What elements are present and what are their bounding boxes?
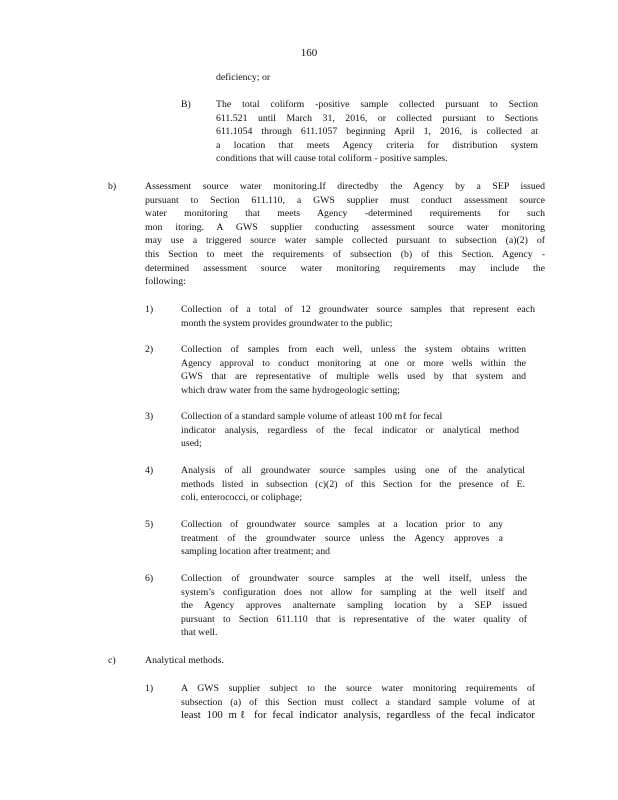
text-line: Analysis of all groundwater source samples using one of the analytical (181, 465, 525, 476)
text-line: A GWS supplier subject to the source water monitoring requirements of (181, 683, 535, 694)
continuation-text (216, 71, 270, 85)
text-line: Collection of groundwater source samples at a location prior to any (181, 519, 503, 530)
page-number: 160 (300, 47, 318, 59)
text-line: least 100 mℓ for fecal indicator analysis, regardless of the fecal indicator (181, 709, 535, 722)
text-line: coli, enterococci, or coliphage; (181, 492, 303, 504)
item-b2-text (181, 343, 526, 397)
text-line: Analytical methods. (145, 655, 224, 666)
text-line: Agency approval to conduct monitoring at one or more wells within the (181, 357, 526, 369)
text-line: used; (181, 438, 202, 450)
section-b-text (145, 180, 545, 289)
text-line: Assessment source water monitoring.If directedby the Agency by a SEP issued (145, 181, 545, 192)
text-line: treatment of the groundwater source unless the Agency approves a (181, 532, 503, 544)
item-label-b5: 5) (145, 519, 154, 530)
text-line: deficiency; or (216, 72, 271, 83)
section-label-b: b) (108, 181, 117, 192)
text-line: subsection (a) of this Section must collect a standard sample volume of at (181, 696, 535, 708)
item-label-b3: 3) (145, 411, 154, 422)
text-line: month the system provides groundwater to the public; (181, 317, 393, 329)
text-line: sampling location after treatment; and (181, 546, 331, 558)
text-line: The total coliform -positive sample collected pursuant to Section (216, 99, 538, 110)
text-line: indicator analysis, regardless of the fecal indicator or analytical method (181, 424, 519, 436)
item-b4-text (181, 464, 525, 505)
text-line: following: (145, 276, 186, 288)
item-c1-text (181, 682, 535, 723)
item-b1-text (181, 303, 535, 330)
item-b5-text (181, 518, 503, 559)
text-line: Collection of groundwater source samples at the well itself, unless the (181, 573, 527, 584)
text-line: mon itoring. A GWS supplier conducting assessment source water monitoring (145, 221, 545, 233)
text-line: 611.521 until March 31, 2016, or collected pursuant to Sections (216, 112, 538, 124)
text-line: the Agency approves analternate sampling location by a SEP issued (181, 600, 527, 612)
text-line: GWS that are representative of multiple wells used by that system and (181, 371, 526, 383)
item-b6-text (181, 572, 527, 640)
text-line: conditions that will cause total coliform - positive samples. (216, 153, 448, 165)
item-label-b1: 1) (145, 304, 154, 315)
text-line: Collection of samples from each well, unless the system obtains written (181, 344, 526, 355)
text-line: methods listed in subsection (c)(2) of this Section for the presence of E. (181, 478, 525, 490)
section-label-c: c) (108, 655, 116, 666)
text-line: a location that meets Agency criteria for distribution system (216, 139, 538, 151)
item-b3-text (181, 410, 519, 451)
text-line: water monitoring that meets Agency -determined requirements for such (145, 208, 545, 220)
item-label-c1: 1) (145, 683, 154, 694)
item-label-b4: 4) (145, 465, 154, 476)
text-line: determined assessment source water monitoring requirements may include the (145, 262, 545, 274)
item-label-b6: 6) (145, 573, 154, 584)
text-line: pursuant to Section 611.110, a GWS supplier must conduct assessment source (145, 194, 545, 206)
text-line: that well. (181, 627, 218, 639)
text-line: system’s configuration does not allow for sampling at the well itself and (181, 586, 527, 598)
text-line: 611.1054 through 611.1057 beginning April 1, 2016, is collected at (216, 126, 538, 138)
text-line: which draw water from the same hydrogeologic setting; (181, 384, 401, 396)
text-line: pursuant to Section 611.110 that is representative of the water quality of (181, 613, 527, 625)
text-line: this Section to meet the requirements of subsection (b) of this Section. Agency - (145, 248, 545, 260)
text-line: Collection of a total of 12 groundwater source samples that represent each (181, 304, 535, 315)
item-label-B: B) (181, 99, 191, 110)
item-label-b2: 2) (145, 344, 154, 355)
section-c-text (145, 654, 224, 668)
text-line: Collection of a standard sample volume of atleast 100 mℓ for fecal (181, 411, 443, 422)
text-line: may use a triggered source water sample collected pursuant to subsection (a)(2) of (145, 235, 545, 247)
item-B-text (216, 98, 538, 166)
